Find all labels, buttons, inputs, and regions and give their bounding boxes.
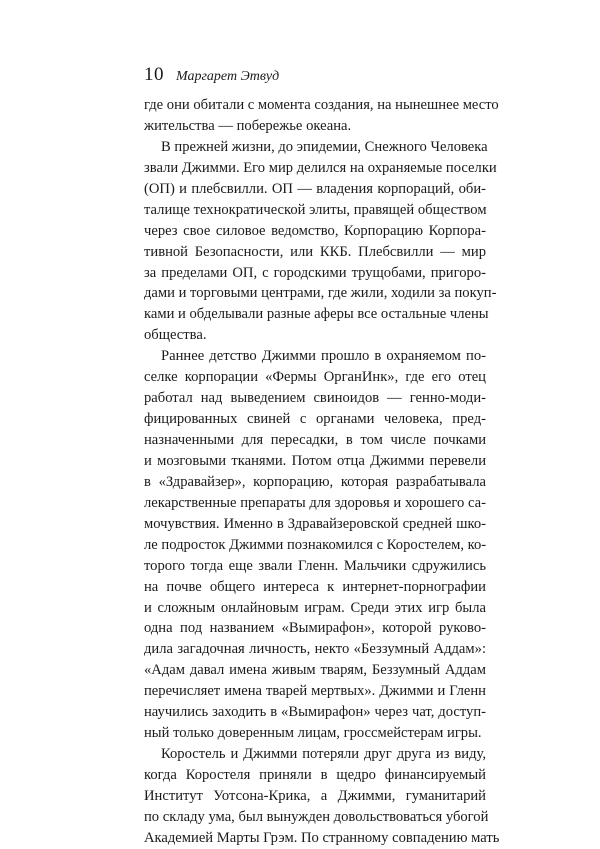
text-line: жительства — побережье океана. [144, 117, 352, 134]
text-line: ный только доверенным лицам, гроссмейстерам игры. [144, 725, 482, 742]
text-line: дами и торговыми центрами, где жили, ходили за покуп- [144, 285, 497, 302]
text-line: мочувствия. Именно в Здравайзеровской средней шко- [144, 515, 486, 532]
text-line: за пределами ОП, с городскими трущобами, пригоро- [144, 264, 486, 281]
text-line: когда Коростеля приняли в щедро финансируемый [144, 767, 486, 783]
page-header [144, 64, 279, 86]
paragraph [144, 137, 497, 346]
text-line: ками и обделывали разные аферы все остальные члены [144, 306, 489, 323]
page-number: 10 [144, 64, 164, 85]
text-line: общества. [144, 327, 207, 344]
paragraph [144, 346, 486, 744]
text-line: ле подросток Джимми познакомился с Коростелем, ко- [144, 536, 487, 553]
text-line: где они обитали с момента создания, на нынешнее место [144, 97, 499, 113]
text-line: на почве общего интереса к интернет-порнографии [144, 578, 486, 595]
text-line: дила загадочная личность, некто «Беззумный Аддам»: [144, 641, 486, 658]
text-line: одна под названием «Вымирафон», которой руково- [144, 620, 486, 637]
running-title: Маргарет Этвуд [176, 69, 280, 84]
text-line: тивной Безопасности, или ККБ. Плебсвилли — мир [144, 243, 486, 260]
text-line: торого тогда еще звали Гленн. Мальчики сдружились [144, 557, 486, 574]
text-line: Раннее детство Джимми прошло в охраняемом по- [161, 348, 486, 365]
paragraph [144, 744, 500, 849]
text-line: (ОП) и плебсвилли. ОП — владения корпораций, оби- [144, 180, 486, 197]
text-line: и сложным онлайновым играм. Среди этих игр была [144, 599, 486, 616]
text-line: звали Джимми. Его мир делился на охраняемые поселки [144, 159, 497, 176]
text-line: фицированных свиней с органами человека, пред- [144, 411, 486, 428]
text-line: перечисляет имена тварей мертвых». Джимми и Гленн [144, 683, 486, 700]
text-line: лекарственные препараты для здоровья и хорошего са- [144, 494, 486, 511]
text-line: селке корпорации «Фермы ОрганИнк», где его отец [144, 369, 486, 386]
text-line: и мозговыми тканями. Потом отца Джимми перевели [144, 452, 486, 469]
text-line: по складу ума, был вынужден довольствоваться убогой [144, 808, 489, 825]
text-line: Коростель и Джимми потеряли друг друга из виду, [161, 746, 486, 763]
text-line: назначенными для пересадки, в том числе почками [144, 432, 486, 448]
text-line: через свое силовое ведомство, Корпорацию Корпора- [144, 222, 486, 239]
text-line: талище технократической элиты, правящей обществом [144, 201, 487, 218]
text-line: Институт Уотсона-Крика, а Джимми, гуманитарий [144, 787, 486, 804]
paragraph [144, 95, 499, 137]
text-line: «Адам давал имена живым тварям, Беззумный Аддам [144, 662, 486, 679]
text-line: в «Здравайзер», корпорацию, которая разрабатывала [144, 473, 486, 490]
text-line: работал над выведением свиноидов — генно-моди- [144, 390, 486, 407]
text-line: научились заходить в «Вымирафон» через чат, доступ- [144, 704, 486, 721]
text-line: В прежней жизни, до эпидемии, Снежного Человека [161, 138, 488, 155]
body-text [144, 95, 500, 849]
text-line: Академией Марты Грэм. По странному совпадению мать [144, 829, 500, 846]
